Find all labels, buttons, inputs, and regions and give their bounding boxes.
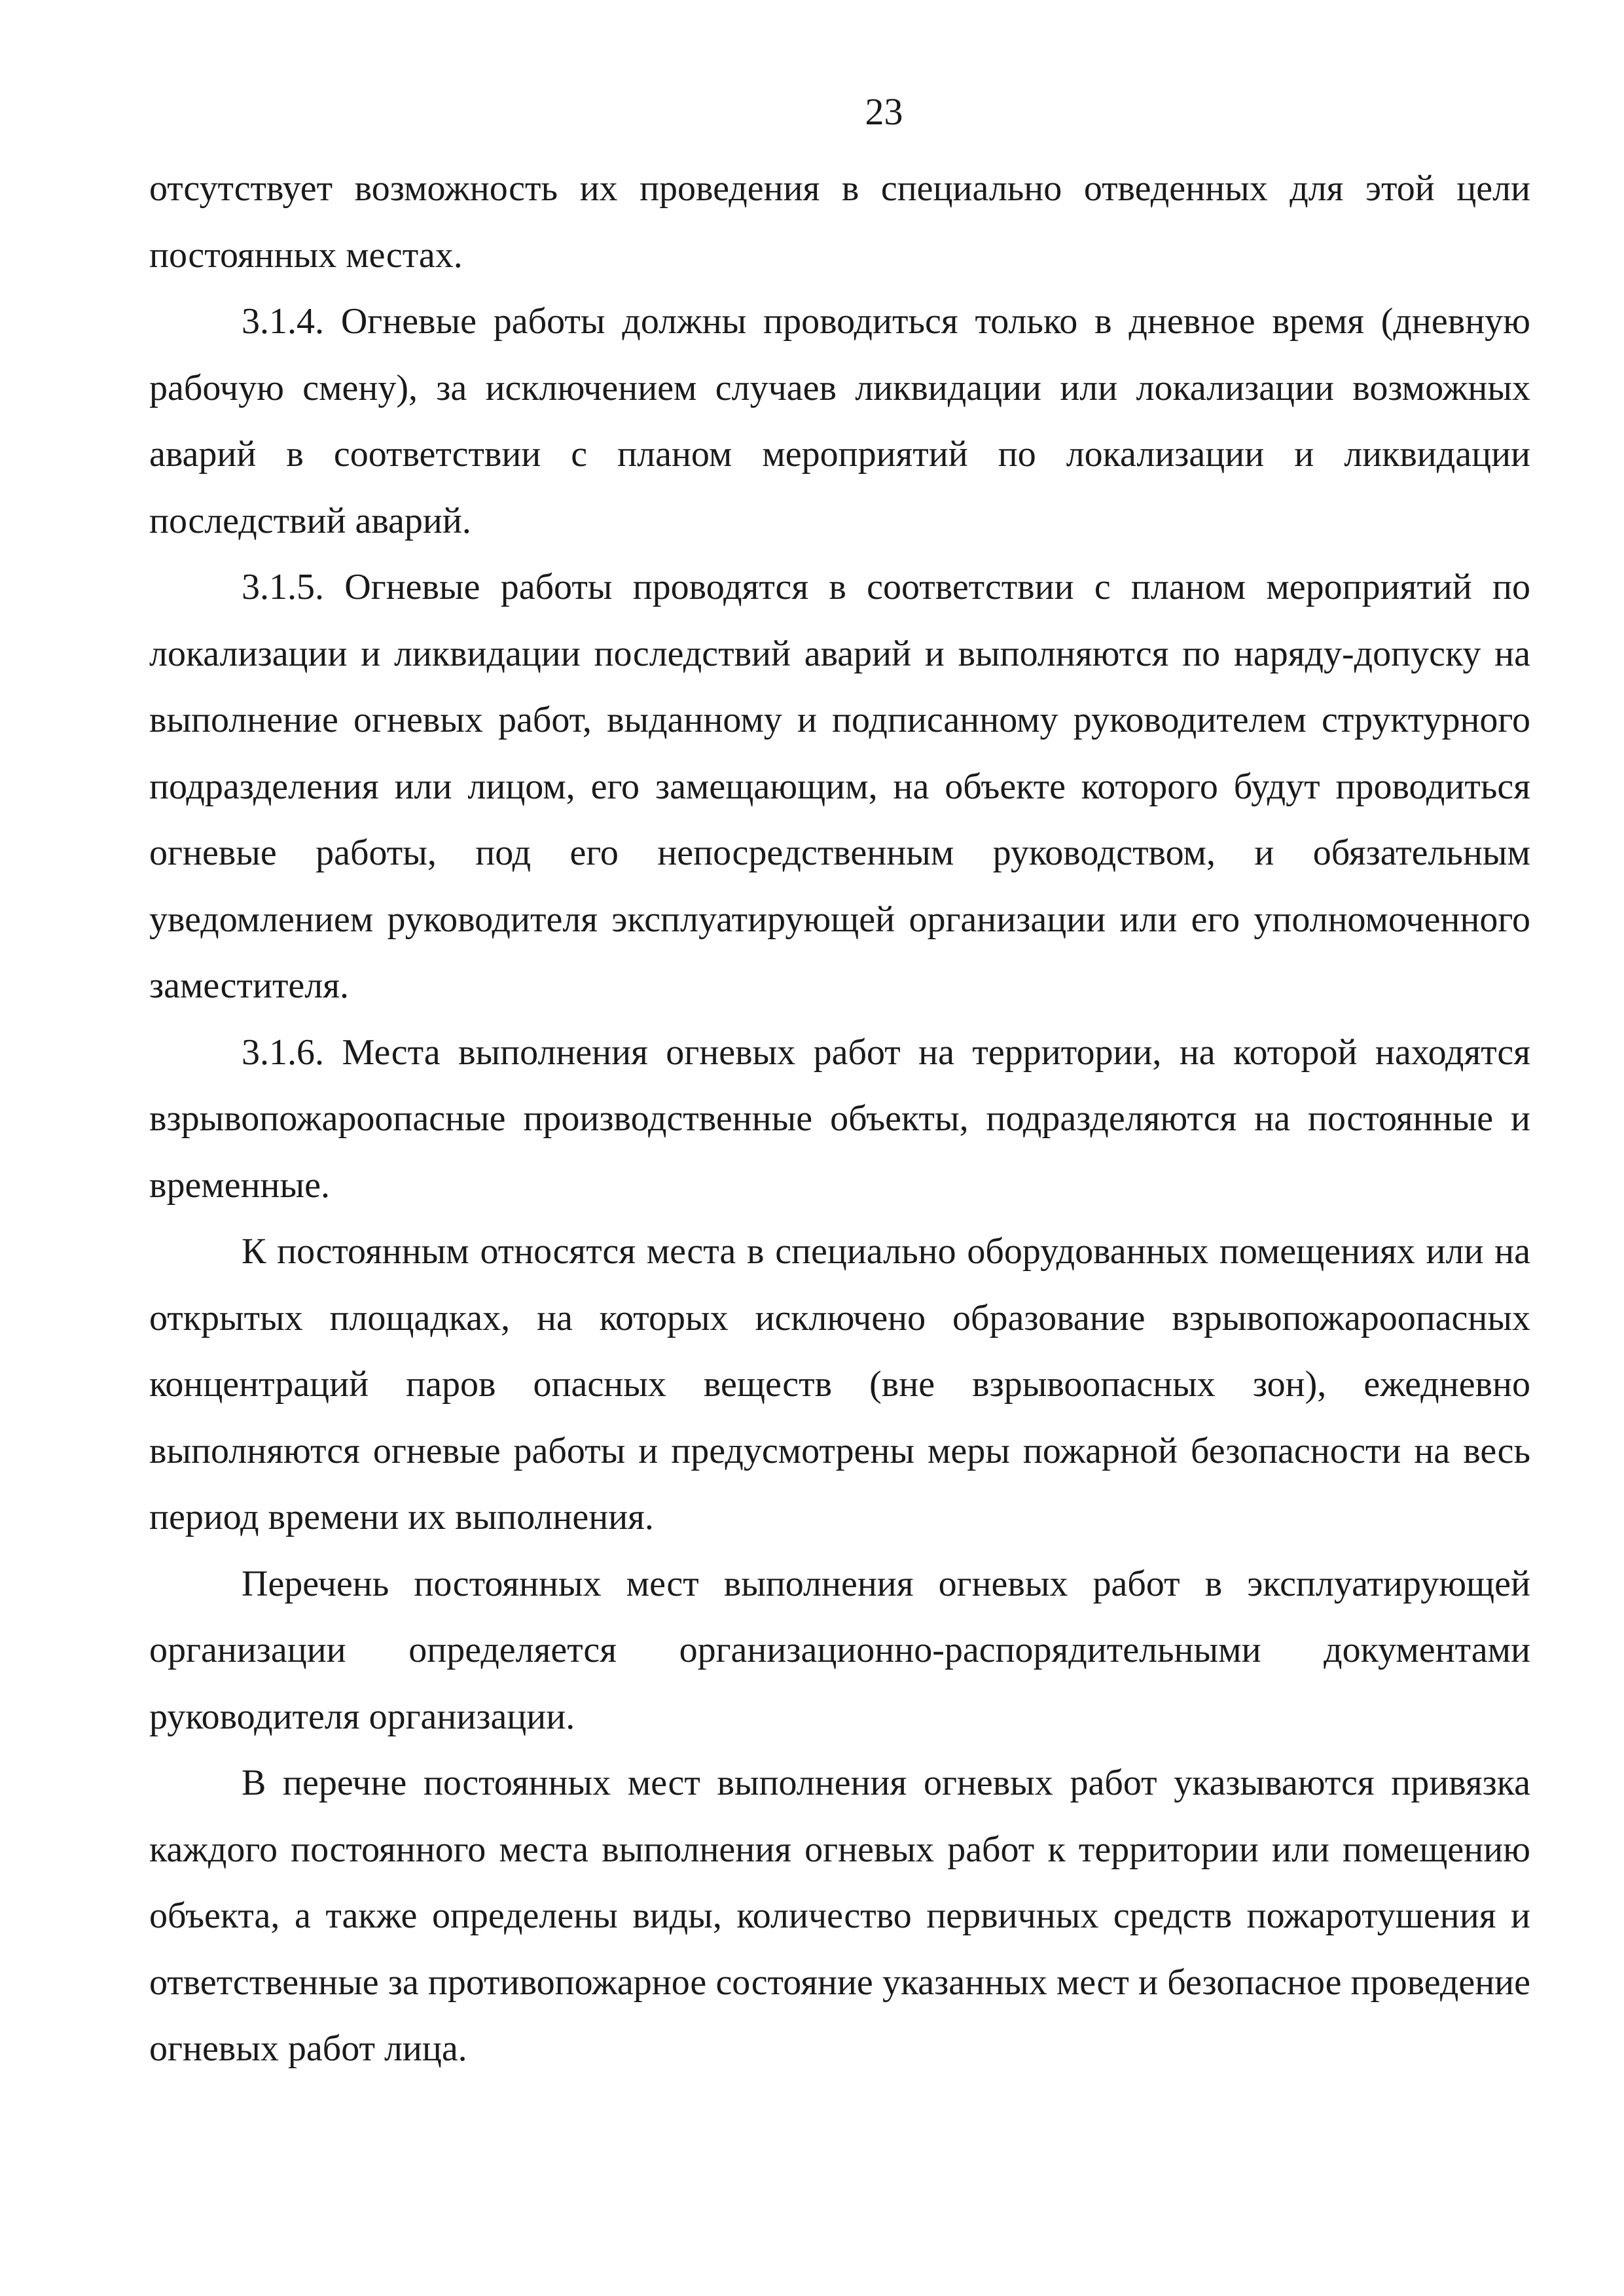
paragraph-3-1-5: 3.1.5. Огневые работы проводятся в соответствии с планом мероприятий по локализации и ликвидации последствий аварий и выполняются по наряду-допуску на выполнение огневых работ, выданному и подписанному руководителем структурного подразделения или лицом, его замещающим, на объекте которого будут проводиться огневые работы, под его непосредственным руководством, и обязательным уведомлением руководителя эксплуатирующей организации или его уполномоченного заместителя.: [149, 567, 1530, 1006]
paragraph-3-1-6: 3.1.6. Места выполнения огневых работ на территории, на которой находятся взрывопожароопасные производственные объекты, подразделяются на постоянные и временные.: [149, 1031, 1530, 1206]
paragraph-permanent-places: К постоянным относятся места в специально оборудованных помещениях или на открытых площадках, на которых исключено образование взрывопожароопасных концентраций паров опасных веществ (вне взрывоопасных зон), ежедневно выполняются огневые работы и предусмотрены меры пожарной безопасности на весь период времени их выполнения.: [149, 1231, 1530, 1537]
page-number: 23: [865, 90, 903, 133]
document-body: [149, 156, 1530, 2083]
paragraph-places-list: Перечень постоянных мест выполнения огневых работ в эксплуатирующей организации определяется организационно-распорядительными документами руководителя организации.: [149, 1563, 1530, 1737]
paragraph-continuation: отсутствует возможность их проведения в специально отведенных для этой цели постоянных местах.: [149, 168, 1530, 276]
paragraph-3-1-4: 3.1.4. Огневые работы должны проводиться только в дневное время (дневную рабочую смену), за исключением случаев ликвидации или локализации возможных аварий в соответствии с планом мероприятий по локализации и ликвидации последствий аварий.: [149, 301, 1530, 541]
paragraph-list-contents: В перечне постоянных мест выполнения огневых работ указываются привязка каждого постоянного места выполнения огневых работ к территории или помещению объекта, а также определены виды, количество первичных средств пожаротушения и ответственные за противопожарное состояние указанных мест и безопасное проведение огневых работ лица.: [149, 1763, 1530, 2069]
